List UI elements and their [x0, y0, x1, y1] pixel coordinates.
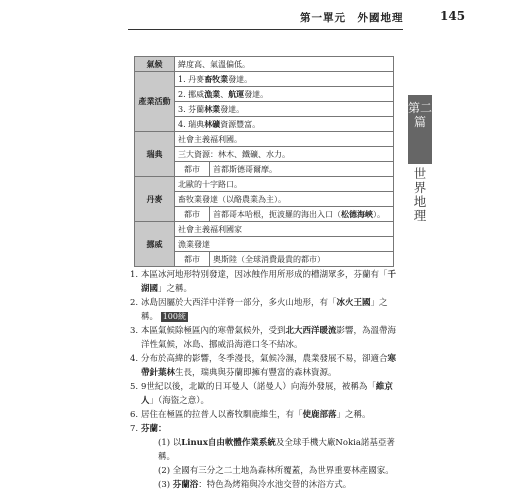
industry-item: 3. 芬蘭林業發達。 [175, 102, 394, 117]
industry-item: 2. 挪威漁業、航運發達。 [175, 87, 394, 102]
industry-label: 產業活動 [135, 72, 175, 132]
sweden-row: 三大資源：林木、鐵礦、水力。 [175, 147, 394, 162]
industry-item: 4. 瑞典林礦資源豐富。 [175, 117, 394, 132]
sweden-label: 瑞典 [135, 132, 175, 177]
unit-title: 第一單元 外國地理 [300, 12, 404, 24]
table-row [135, 222, 394, 237]
nordic-summary-table [134, 56, 394, 267]
list-item: 1. 本區冰河地形特別發達，因冰蝕作用所形成的槽湖眾多，芬蘭有「千湖國」之稱。 [130, 270, 397, 294]
sweden-row: 社會主義福利國。 [175, 132, 394, 147]
norway-row: 漁業發達 [175, 237, 394, 252]
list-item: 3. 本區氣候除極區內的寒帶氣候外，受到北大西洋暖流影響，為溫帶海洋性氣候，冰島、挪威沿海港口冬不結冰。 [130, 326, 397, 350]
notes-list [130, 268, 398, 492]
page-header [0, 6, 520, 26]
norway-city: 奧斯陸（全球消費最貴的都市） [210, 252, 394, 267]
header-rule [128, 29, 403, 30]
page-number: 145 [440, 9, 466, 23]
finland-subitems [141, 436, 398, 492]
section-title: 世界地理 [413, 166, 427, 223]
norway-row: 社會主義福利國家 [175, 222, 394, 237]
climate-label: 氣候 [135, 57, 175, 72]
exam-badge: 100統 [162, 312, 186, 321]
norway-city-label: 都市 [175, 252, 210, 267]
list-item: 5. 9世紀以後，北歐的日耳曼人（諾曼人）向海外發展，被稱為「維京人」（海盜之意）。 [130, 382, 393, 406]
denmark-city-label: 都市 [175, 207, 210, 222]
climate-value: 緯度高、氣溫偏低。 [175, 57, 394, 72]
sweden-city: 首都斯德哥爾摩。 [210, 162, 394, 177]
table-row [135, 72, 394, 87]
norway-label: 挪威 [135, 222, 175, 267]
list-item: (3) 芬蘭浴：特色為烤箱與冷水池交替的沐浴方式。 [158, 480, 352, 490]
industry-item: 1. 丹麥畜牧業發達。 [175, 72, 394, 87]
sweden-city-label: 都市 [175, 162, 210, 177]
table-row [135, 132, 394, 147]
table-row [135, 57, 394, 72]
denmark-city: 首都哥本哈根，扼波羅的海出入口（松德海峽）。 [210, 207, 394, 222]
list-item: 6. 居住在極區的拉普人以畜牧馴鹿維生，有「使鹿部落」之稱。 [130, 410, 371, 420]
section-tab: 第二篇 [408, 95, 432, 164]
list-item: 4. 分布於高緯的影響，冬季漫長，氣候冷濕，農業發展不易，卻適合寒帶針葉林生長，瑞典與芬蘭即擁有豐富的森林資源。 [130, 354, 397, 378]
denmark-row: 畜牧業發達（以酪農業為主）。 [175, 192, 394, 207]
list-item: 7. 芬蘭： (1) 以Linux自由軟體作業系統及全球手機大廠Nokia諾基亞著稱。 (2) 全國有三分之二土地為森林所覆蓋，為世界重要林產國家。 (3) 芬蘭浴：特色為烤箱與冷水池交替的沐浴方式。 [130, 422, 398, 492]
list-item: 2. 冰島因屬於大西洋中洋脊一部分，多火山地形，有「冰火王國」之稱。 100統 [130, 298, 388, 322]
list-item: (1) 以Linux自由軟體作業系統及全球手機大廠Nokia諾基亞著稱。 [158, 438, 395, 462]
denmark-label: 丹麥 [135, 177, 175, 222]
list-item: (2) 全國有三分之二土地為森林所覆蓋，為世界重要林產國家。 [158, 466, 394, 476]
denmark-row: 北歐的十字路口。 [175, 177, 394, 192]
table-row [135, 177, 394, 192]
